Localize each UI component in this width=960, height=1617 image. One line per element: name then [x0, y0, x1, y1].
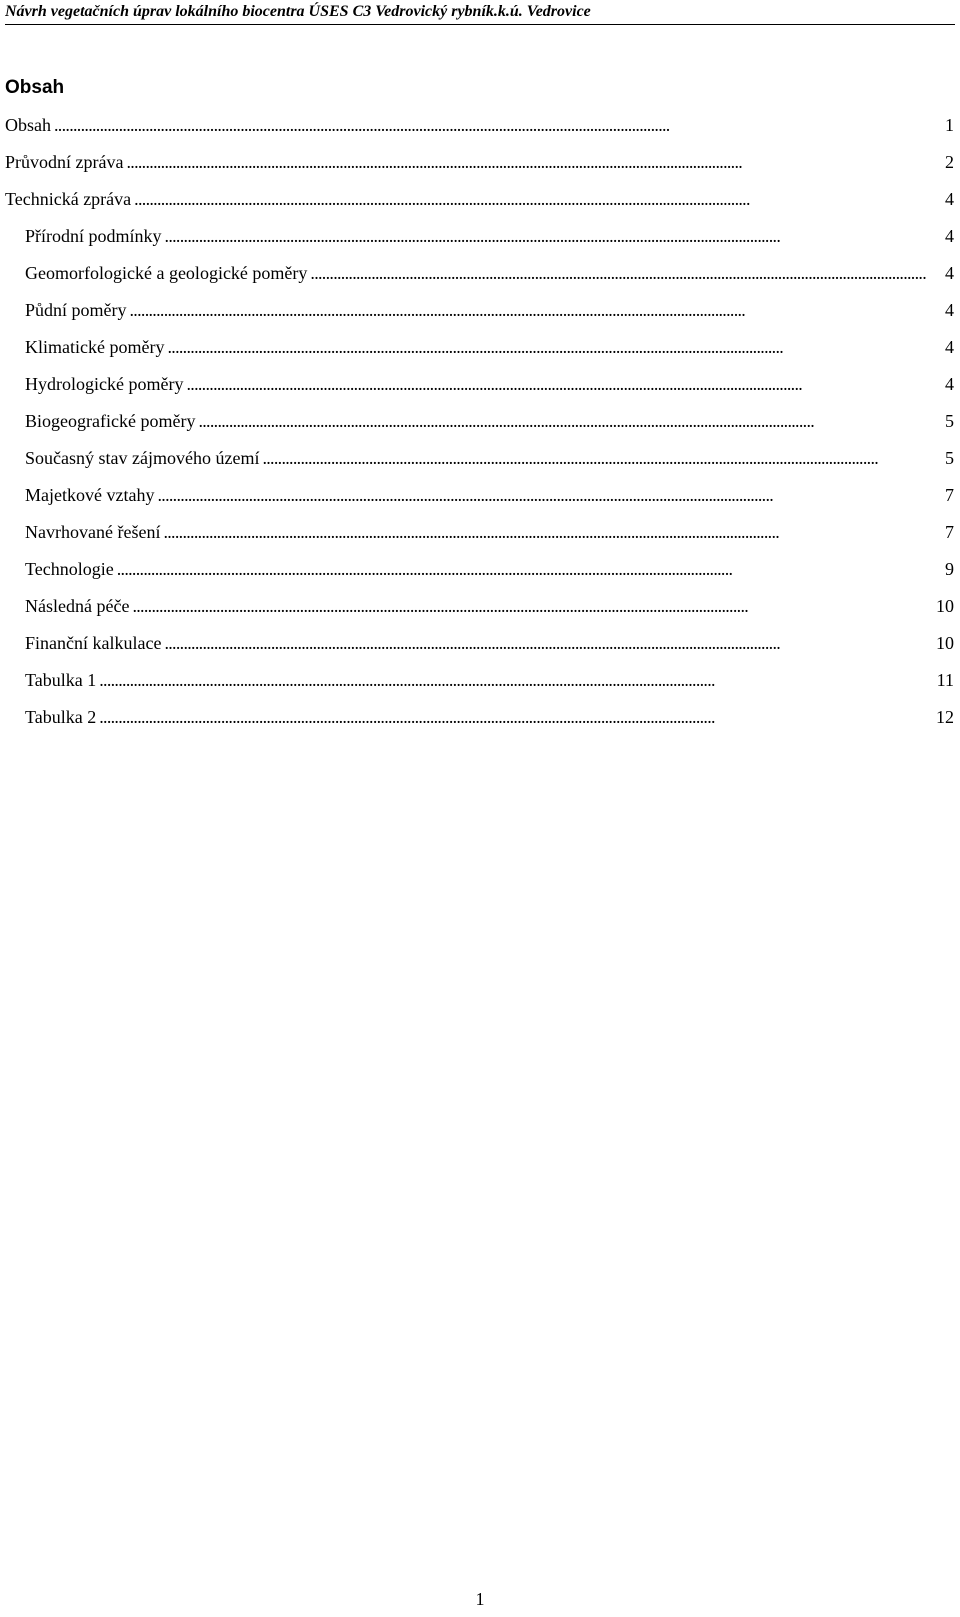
- toc-entry-page: 4: [945, 189, 954, 209]
- toc-entry-page: 4: [945, 226, 954, 246]
- toc-entry-title[interactable]: Technologie: [25, 559, 114, 579]
- running-header: Návrh vegetačních úprav lokálního biocentra ÚSES C3 Vedrovický rybník.k.ú. Vedrovice: [5, 2, 955, 25]
- toc-entry-title[interactable]: Průvodní zpráva: [5, 152, 124, 172]
- toc-entry-title[interactable]: Přírodní podmínky: [25, 226, 162, 246]
- toc-entry-page: 7: [945, 485, 954, 505]
- dot-leader: [54, 113, 942, 137]
- table-of-contents: [0, 113, 960, 742]
- dot-leader: [198, 409, 942, 433]
- dot-leader: [117, 557, 942, 581]
- dot-leader: [165, 224, 942, 248]
- page-number: 1: [475, 1589, 485, 1609]
- toc-entry-page: 10: [936, 633, 954, 653]
- toc-entry-title[interactable]: Současný stav zájmového území: [25, 448, 260, 468]
- toc-entry[interactable]: [0, 446, 960, 483]
- toc-entry[interactable]: [0, 483, 960, 520]
- toc-entry-title[interactable]: Navrhované řešení: [25, 522, 161, 542]
- toc-entry-title[interactable]: Klimatické poměry: [25, 337, 165, 357]
- dot-leader: [167, 335, 942, 359]
- toc-entry[interactable]: [0, 372, 960, 409]
- toc-heading: Obsah: [5, 77, 65, 98]
- toc-entry[interactable]: [0, 224, 960, 261]
- toc-entry[interactable]: [0, 631, 960, 668]
- toc-entry-title[interactable]: Následná péče: [25, 596, 130, 616]
- toc-entry[interactable]: [0, 261, 960, 298]
- toc-entry[interactable]: [0, 113, 960, 150]
- toc-entry-title[interactable]: Obsah: [5, 115, 51, 135]
- dot-leader: [262, 446, 942, 470]
- toc-entry-page: 5: [945, 411, 954, 431]
- toc-entry-page: 1: [945, 115, 954, 135]
- dot-leader: [126, 150, 942, 174]
- toc-entry[interactable]: [0, 409, 960, 446]
- toc-entry-page: 4: [945, 300, 954, 320]
- toc-entry[interactable]: [0, 150, 960, 187]
- dot-leader: [164, 631, 933, 655]
- toc-entry[interactable]: [0, 557, 960, 594]
- toc-entry-page: 4: [945, 374, 954, 394]
- toc-entry-page: 9: [945, 559, 954, 579]
- toc-entry-page: 2: [945, 152, 954, 172]
- toc-entry-page: 10: [936, 596, 954, 616]
- toc-entry-page: 7: [945, 522, 954, 542]
- toc-entry-title[interactable]: Hydrologické poměry: [25, 374, 184, 394]
- toc-entry[interactable]: [0, 187, 960, 224]
- toc-entry-page: 12: [936, 707, 954, 727]
- dot-leader: [134, 187, 942, 211]
- dot-leader: [132, 594, 933, 618]
- toc-entry[interactable]: [0, 668, 960, 705]
- toc-entry[interactable]: [0, 520, 960, 557]
- dot-leader: [157, 483, 942, 507]
- toc-entry-title[interactable]: Půdní poměry: [25, 300, 127, 320]
- dot-leader: [310, 261, 942, 285]
- toc-entry-title[interactable]: Geomorfologické a geologické poměry: [25, 263, 308, 283]
- toc-entry[interactable]: [0, 594, 960, 631]
- toc-entry[interactable]: [0, 298, 960, 335]
- dot-leader: [130, 298, 943, 322]
- toc-entry-title[interactable]: Finanční kalkulace: [25, 633, 162, 653]
- dot-leader: [163, 520, 942, 544]
- toc-entry[interactable]: [0, 705, 960, 742]
- dot-leader: [99, 705, 933, 729]
- toc-entry-title[interactable]: Technická zpráva: [5, 189, 132, 209]
- toc-entry-title[interactable]: Majetkové vztahy: [25, 485, 155, 505]
- dot-leader: [99, 668, 933, 692]
- toc-entry-title[interactable]: Biogeografické poměry: [25, 411, 196, 431]
- toc-entry-page: 11: [936, 670, 954, 690]
- toc-entry-title[interactable]: Tabulka 1: [25, 670, 97, 690]
- toc-entry-page: 4: [945, 337, 954, 357]
- toc-entry-page: 4: [945, 263, 954, 283]
- dot-leader: [186, 372, 942, 396]
- toc-entry-page: 5: [945, 448, 954, 468]
- toc-entry-title[interactable]: Tabulka 2: [25, 707, 97, 727]
- toc-entry[interactable]: [0, 335, 960, 372]
